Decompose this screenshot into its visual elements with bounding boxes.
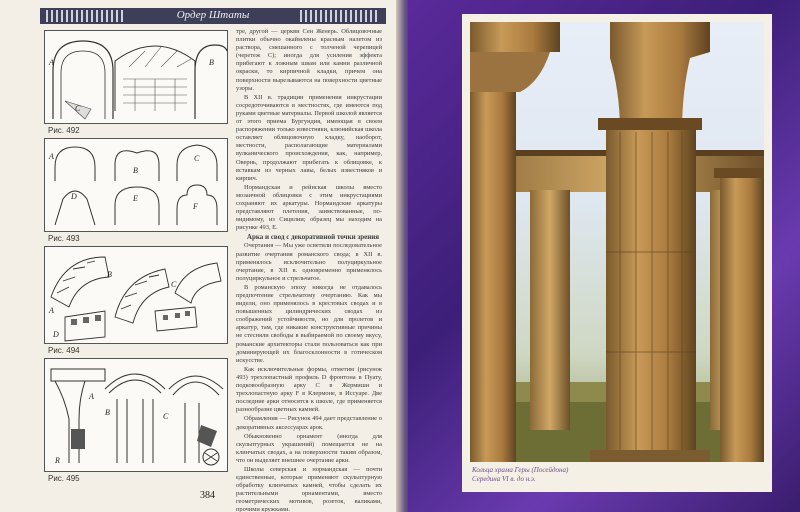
figure-493 (44, 138, 228, 232)
figure-492-label-b: B (209, 58, 214, 67)
figure-495-label-c: C (163, 412, 169, 421)
figure-494-label-c: C (171, 280, 177, 289)
figure-494-caption: Рис. 494 (48, 346, 80, 355)
figure-494-label-a: A (49, 306, 54, 315)
photo-caption-line-2: Середина VI в. до н.э. (472, 475, 536, 483)
figures-column (44, 30, 228, 486)
page-number: 384 (200, 490, 215, 501)
figure-495-caption: Рис. 495 (48, 474, 80, 483)
figure-495 (44, 358, 228, 472)
running-title: Ордер Штаты (176, 9, 250, 21)
photo-frame (462, 14, 772, 492)
left-page (0, 0, 396, 512)
photo-caption (472, 466, 672, 484)
figure-493-label-b: B (133, 166, 138, 175)
figure-492-drawing (45, 31, 229, 123)
section-title: Арка и свод с декоративной точки зрения (246, 233, 380, 242)
paragraph: Обыкновенно орнамент (иногда для скульптурных украшений) помещается не на клинчатых сводах, а на поверхности таким образом, что он выделяет внешнее очертание арки. (236, 432, 382, 464)
right-page (408, 0, 800, 512)
paragraph: Школы северская и нормандская — почти единственные, которые применяют скульптурную обработку клинчатых камней, чтобы сделать их растительными орнаментами, вместо геометрических мотивов, розеток, валиками, прочими кружками. (236, 465, 382, 512)
figure-494-drawing (45, 247, 229, 343)
figure-493-label-a: A (49, 152, 54, 161)
figure-492 (44, 30, 228, 124)
paragraph: В XII в. традиции применения инкрустации сосредоточиваются в местностях, где имеются под руками цветные материалы. Первой школой является от этого приема Бургундия, имеющая в своем распоряжении только известняки, клюнийская школа оставляет облицовочную кладку, наоборот, местности, располагающие материалами вулканического происхождения, как, например, Овернь, продолжают прибегать к облицовке, к вставкам из черных лавы, белых известняков и кирпич. (236, 93, 382, 182)
temple-columns-illustration (470, 22, 764, 462)
figure-492-label-a: A (49, 58, 54, 67)
figure-492-label-c: C (75, 104, 81, 113)
page-header (40, 8, 386, 24)
figure-492-caption: Рис. 492 (48, 126, 80, 135)
figure-495-label-a: A (89, 392, 94, 401)
body-text-column (236, 28, 382, 512)
photo-caption-line-1: Кольца храма Геры (Посейдона) (472, 466, 569, 474)
figure-494 (44, 246, 228, 344)
figure-494-label-d: D (53, 330, 59, 339)
figure-495-label-b: B (105, 408, 110, 417)
paragraph: Как исключительные формы, отметим (рисунок 493) трехлопастный профиль D фронтона в Пуату, подковообразную арку С в Жермиши и трехлопастную арку F в Клермоне, в Иссуаре. Две последние арки относятся к школе, где применяется разнообразие цветных камней. (236, 365, 382, 414)
figure-493-label-d: D (71, 192, 77, 201)
figure-495-drawing (45, 359, 229, 471)
figure-493-caption: Рис. 493 (48, 234, 80, 243)
figure-493-label-f: F (193, 202, 198, 211)
header-ornament-right (300, 10, 380, 22)
figure-495-label-r: R (55, 456, 60, 465)
paragraph: Очертания — Мы уже осветили последовательное развитие очертания романского свода; в XII в. применялось исключительно полуциркульное очертание, в XII в. одновременно применялось полуциркульное и стрельчатое. (236, 242, 382, 282)
temple-photo (470, 22, 764, 462)
paragraph: Обрамления — Рисунок 494 дает представление о декоративных аксессуарах арок. (236, 415, 382, 431)
figure-493-label-e: E (133, 194, 138, 203)
paragraph: тре, другой — церкви Сен Женерь. Облицовочные плитки обычно окаймлены красным налетом из раствора, смешанного с толченой черепицей (черетеж С); иногда для усиления эффекта прибегают к ложным швам или камни различной окраски, то кирпичной кладки, причем она поверхности вырезываются на поверхности цветные узоры. (236, 28, 382, 92)
paragraph: Нормандская и рейнская школы вместо мозаичной облицовки с этим инкрустациями сохраняют их аркатуры. Нормандские аркатуры представляют плетения, заимствованные, по-видимому, из Сицилии; образец мы находим на рисунке 493, E. (236, 183, 382, 232)
figure-494-label-b: B (107, 270, 112, 279)
figure-493-drawing (45, 139, 229, 231)
paragraph: В романскую эпоху никогда не отдавалось предпочтение стрельчатому очертанию. Как мы видели, оно применялось в крестовых сводах и в повышенных цилиндрических сводах из соображений устойчивости, но для пролетов и аркатур, там, где никакие конструктивные причины не стесняли свободы в выбираемой по своему вкусу, романские архитекторы стали пользоваться как при доминирующей их благосклонности в готическом искусстве. (236, 283, 382, 364)
figure-493-label-c: C (194, 154, 200, 163)
